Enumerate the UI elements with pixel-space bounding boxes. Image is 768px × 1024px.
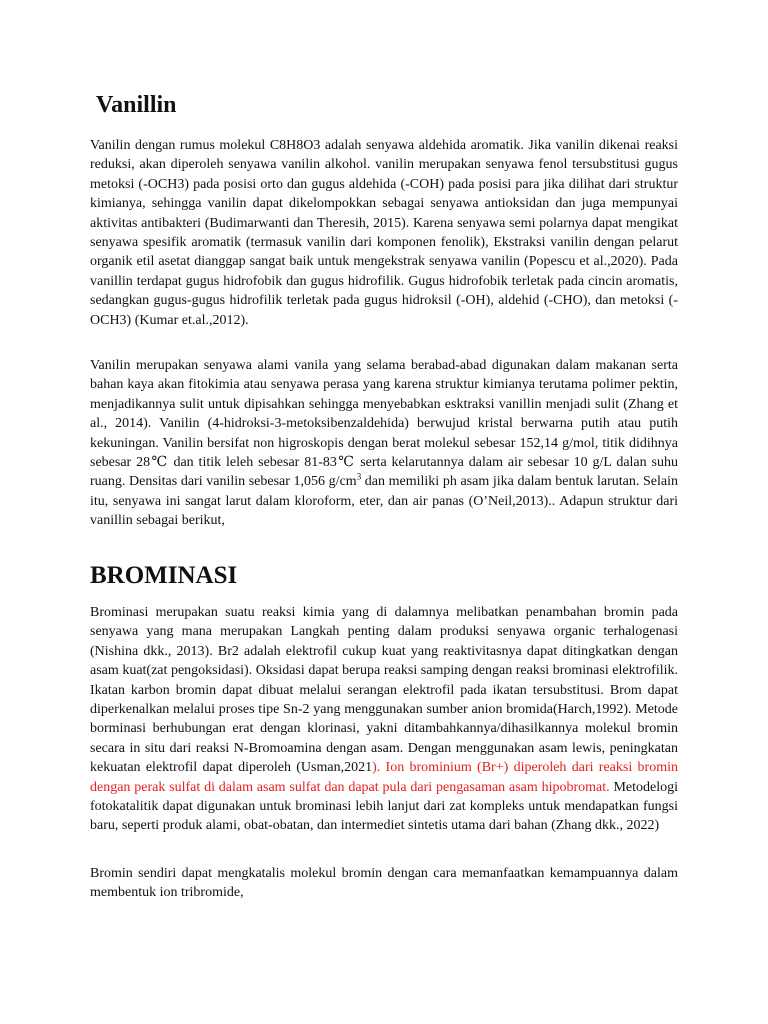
paragraph-text: Vanilin merupakan senyawa alami vanila yang selama berabad-abad digunakan dalam makanan serta bahan kaya akan fitokimia atau senyawa perasa yang karena struktur kimianya terutama polimer pektin, menjadikannya sulit untuk dipisahkan sehingga menyebabkan esktraksi vanillin menjadi sulit (Zhang et al., 2014). Vanilin (4-hidroksi-3-metoksibenzaldehida) berwujud kristal berwarna putih atau putih kekuningan. Vanilin bersifat non higroskopis dengan berat molekul sebesar 152,14 g/mol, titik didihnya sebesar 28℃ dan titik leleh sebesar 81-83℃ serta kelarutannya dalam air sebesar 10 g/L dalan suhu ruang. Densitas dari vanilin sebesar 1,056 g/cm — [90, 358, 678, 490]
paragraph-text: dan memiliki ph asam jika dalam bentuk larutan. Selain itu, senyawa ini sangat larut dalam kloroform, eter, dan air panas (O’Neil,2013).. Adapun struktur dari vanillin sebagai berikut, — [90, 474, 679, 529]
paragraph-text: Metodelogi fotokatalitik dapat digunakan untuk brominasi lebih lanjut dari zat kompleks untuk mendapatkan fungsi baru, seperti produk alami, obat-obatan, dan intermediet sintetis utama dari bahan (Zhang dkk., 2022) — [90, 779, 679, 834]
paragraph-tribromide: Bromin sendiri dapat mengkatalis molekul bromin dengan cara memanfaatkan kemampuannya dalam membentuk ion tribromide, — [90, 866, 678, 901]
heading-brominasi: BROMINASI — [90, 562, 238, 589]
paragraph-vanillin-properties — [90, 356, 678, 531]
paragraph-vanillin-intro: Vanilin dengan rumus molekul C8H8O3 adalah senyawa aldehida aromatik. Jika vanilin dikenai reaksi reduksi, akan diperoleh senyawa vanilin alkohol. vanilin merupakan senyawa fenol tersubstitusi gugus metoksi (-OCH3) pada posisi orto dan gugus aldehida (-COH) pada posisi para jika dilihat dari struktur kimianya, sehingga vanilin dapat dikelompokkan sebagai senyawa antioksidan dan juga mempunyai aktivitas antibakteri (Budimarwanti dan Theresih, 2015). Karena senyawa semi polarnya dapat mengikat senyawa spesifik aromatik (termasuk vanilin dari komponen fenolik), Ekstraksi vanilin dengan pelarut organik etil asetat dianggap sangat baik untuk mengekstrak senyawa vanilin (Popescu et al.,2020). Pada vanillin terdapat gugus hidrofobik dan gugus hidrofilik. Gugus hidrofobik terletak pada cincin aromatis, sedangkan gugus-gugus hidrofilik terletak pada gugus hidroksil (-OH), aldehid (-CHO), dan metoksi (-OCH3) (Kumar et.al.,2012). — [90, 138, 678, 328]
paragraph-text: Brominasi merupakan suatu reaksi kimia yang di dalamnya melibatkan penambahan bromin pada senyawa yang mana merupakan Langkah penting dalam produksi senyawa organic terhalogenasi (Nishina dkk., 2013). Br2 adalah elektrofil cukup kuat yang reaktivitasnya dapat ditingkatkan dengan asam kuat(zat pengoksidasi). Oksidasi dapat berupa reaksi samping dengan reaksi brominasi elektrofilik. Ikatan karbon bromin dapat dibuat melalui serangan elektrofil pada ikatan tersubstitusi. Brom dapat diperkenalkan melalui proses tipe Sn-2 yang menggunakan sumber anion bromida(Harch,1992). Metode borminasi berhubungan erat dengan klorinasi, yakni ditambahkannya/dihasilkannya molekul bromin secara in situ dari reaksi N-Bromoamina dengan asam. Dengan menggunakan asam lewis, peningkatan kekuatan elektrofil dapat diperoleh (Usman,2021 — [90, 605, 678, 776]
heading-vanillin: Vanillin — [96, 92, 177, 118]
superscript-3: 3 — [356, 471, 362, 482]
paragraph-brominasi — [90, 603, 678, 836]
highlighted-text: ). Ion brominium (Br+) diperoleh dari reaksi bromin dengan perak sulfat di dalam asam sulfat dan dapat pula dari pengasaman asam hipobromat. — [90, 760, 678, 795]
